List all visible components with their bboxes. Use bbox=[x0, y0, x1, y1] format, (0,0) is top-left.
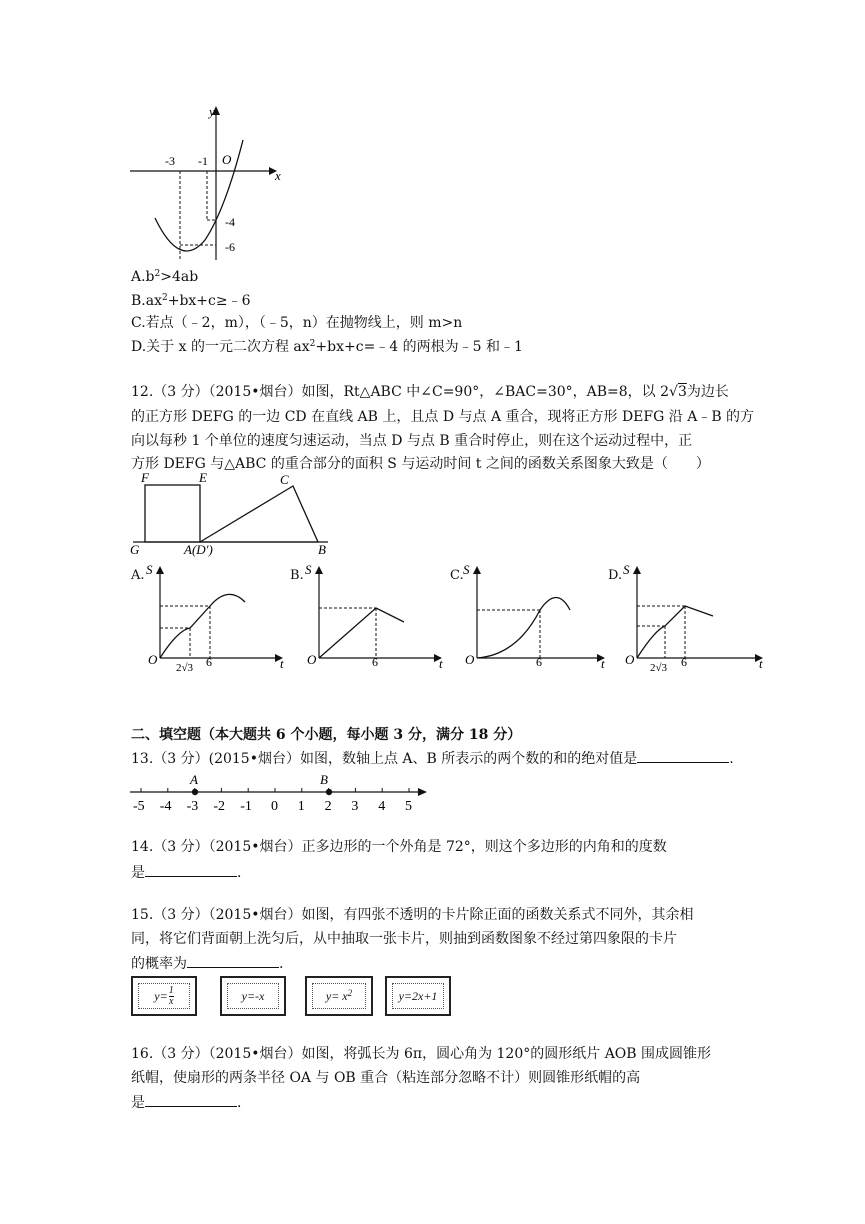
number-line-label: 5 bbox=[405, 799, 412, 812]
q13-number-line bbox=[128, 772, 433, 812]
origin-label: O bbox=[222, 152, 232, 167]
choice-d-label: D. bbox=[608, 568, 623, 583]
label-B: B bbox=[318, 542, 326, 557]
y-axis-label: y bbox=[209, 104, 215, 119]
number-line-label: 2 bbox=[324, 799, 332, 812]
choice-a-graph bbox=[140, 560, 290, 675]
q11-option-b: $B.ax^2+bx+c\ge﹣6$ bbox=[131, 293, 251, 309]
q11-option-d: D.关于 x 的一元二次方程 $ax^2+bx+c=﹣4$ 的两根为﹣5 和﹣1 bbox=[131, 339, 523, 355]
number-line-label: -1 bbox=[240, 799, 252, 812]
number-line-label: 1 bbox=[297, 799, 305, 812]
function-card: y=-x bbox=[220, 976, 286, 1016]
q11-parabola-graph bbox=[125, 100, 290, 265]
choice-a-label: A. bbox=[131, 568, 145, 583]
tick-neg6: -6 bbox=[225, 240, 235, 254]
choice-b-graph bbox=[299, 560, 449, 675]
number-line-label: 0 bbox=[271, 799, 278, 812]
number-line-label: -4 bbox=[159, 799, 172, 812]
q14-line2: 是 . bbox=[131, 862, 241, 882]
tick-neg3: -3 bbox=[165, 154, 175, 168]
tick-2sqrt3: 2√3 bbox=[650, 662, 668, 674]
answer-blank[interactable] bbox=[145, 862, 237, 877]
q12-line1: 12.（3 分）（2015•烟台）如图，Rt△ABC 中∠C=90°，∠BAC=30°，AB=8，以 2√3为边长 bbox=[131, 384, 729, 400]
q12-line2: 的正方形 DEFG 的一边 CD 在直线 AB 上，且点 D 与点 A 重合，现将正方形 DEFG 沿 A﹣B 的方 bbox=[131, 409, 755, 425]
s-label: S bbox=[305, 562, 312, 577]
tick-2sqrt3: 2√3 bbox=[176, 662, 194, 674]
o-label: O bbox=[307, 652, 317, 667]
t-label: t bbox=[601, 656, 605, 671]
s-label: S bbox=[463, 562, 470, 577]
answer-blank[interactable] bbox=[637, 748, 729, 763]
function-card: y=2x+1 bbox=[385, 976, 451, 1016]
x-axis-label: x bbox=[275, 168, 281, 183]
o-label: O bbox=[625, 652, 635, 667]
function-card: y= 1 x bbox=[131, 976, 197, 1016]
number-line-label: 3 bbox=[351, 799, 359, 812]
label-F: F bbox=[141, 470, 149, 485]
q15-line1: 15.（3 分）（2015•烟台）如图，有四张不透明的卡片除正面的函数关系式不同外，其余相 bbox=[131, 907, 694, 923]
q11-option-c: C.若点（﹣2，m），（﹣5，n）在抛物线上，则 m>n bbox=[131, 315, 463, 331]
q12-square-triangle-figure bbox=[128, 470, 348, 560]
t-label: t bbox=[439, 656, 443, 671]
number-line-label: 4 bbox=[378, 799, 386, 812]
function-card: y= x $^2$ bbox=[305, 976, 373, 1016]
q16-line3: 是 . bbox=[131, 1092, 241, 1112]
tick-6: 6 bbox=[372, 655, 378, 669]
number-line-label: -5 bbox=[133, 799, 145, 812]
choice-c-graph bbox=[457, 560, 612, 675]
o-label: O bbox=[148, 652, 158, 667]
choice-c-label: C. bbox=[450, 568, 464, 583]
label-A: A(D′) bbox=[184, 542, 213, 557]
sqrt-symbol: √ bbox=[669, 384, 678, 400]
label-G: G bbox=[130, 542, 140, 557]
o-label: O bbox=[465, 652, 475, 667]
point-A-label: A bbox=[190, 772, 198, 787]
q13-text: 13.（3 分）(2015•烟台）如图，数轴上点 A、B 所表示的两个数的和的绝对值是 . bbox=[131, 748, 734, 768]
q15-line2: 同，将它们背面朝上洗匀后，从中抽取一张卡片，则抽到函数图象不经过第四象限的卡片 bbox=[131, 931, 677, 947]
section2-title: 二、填空题（本大题共 6 个小题，每小题 3 分，满分 18 分） bbox=[131, 727, 522, 743]
q16-line1: 16.（3 分）（2015•烟台）如图，将弧长为 6π，圆心角为 120°的圆形纸片 AOB 围成圆锥形 bbox=[131, 1046, 712, 1062]
q12-line3: 向以每秒 1 个单位的速度匀速运动，当点 D 与点 B 重合时停止，则在这个运动过程中，正 bbox=[131, 433, 693, 449]
label-C: C bbox=[280, 472, 289, 487]
tick-neg1: -1 bbox=[198, 154, 208, 168]
point-B-label: B bbox=[320, 772, 328, 787]
tick-6: 6 bbox=[536, 655, 542, 669]
choice-d-graph bbox=[617, 560, 772, 675]
tick-6: 6 bbox=[681, 655, 687, 669]
s-label: S bbox=[623, 562, 630, 577]
tick-neg4: -4 bbox=[225, 215, 235, 229]
tick-6: 6 bbox=[206, 655, 212, 669]
label-E: E bbox=[199, 470, 207, 485]
q14-line1: 14.（3 分）（2015•烟台）正多边形的一个外角是 72°，则这个多边形的内角和的度数 bbox=[131, 839, 667, 855]
q16-line2: 纸帽，使扇形的两条半径 OA 与 OB 重合（粘连部分忽略不计）则圆锥形纸帽的高 bbox=[131, 1070, 641, 1086]
q12-line4: 方形 DEFG 与△ABC 的重合部分的面积 S 与运动时间 t 之间的函数关系图象大致是（ ） bbox=[131, 456, 710, 472]
number-line-label: -3 bbox=[186, 799, 199, 812]
q11-option-a: $A.b^2>4ab$ bbox=[131, 269, 199, 285]
answer-blank[interactable] bbox=[187, 953, 279, 968]
number-line-label: -2 bbox=[213, 799, 226, 812]
choice-b-label: B. bbox=[290, 568, 304, 583]
s-label: S bbox=[146, 562, 153, 577]
t-label: t bbox=[759, 656, 763, 671]
q15-line3: 的概率为 . bbox=[131, 953, 283, 973]
answer-blank[interactable] bbox=[145, 1092, 237, 1107]
t-label: t bbox=[280, 656, 284, 671]
